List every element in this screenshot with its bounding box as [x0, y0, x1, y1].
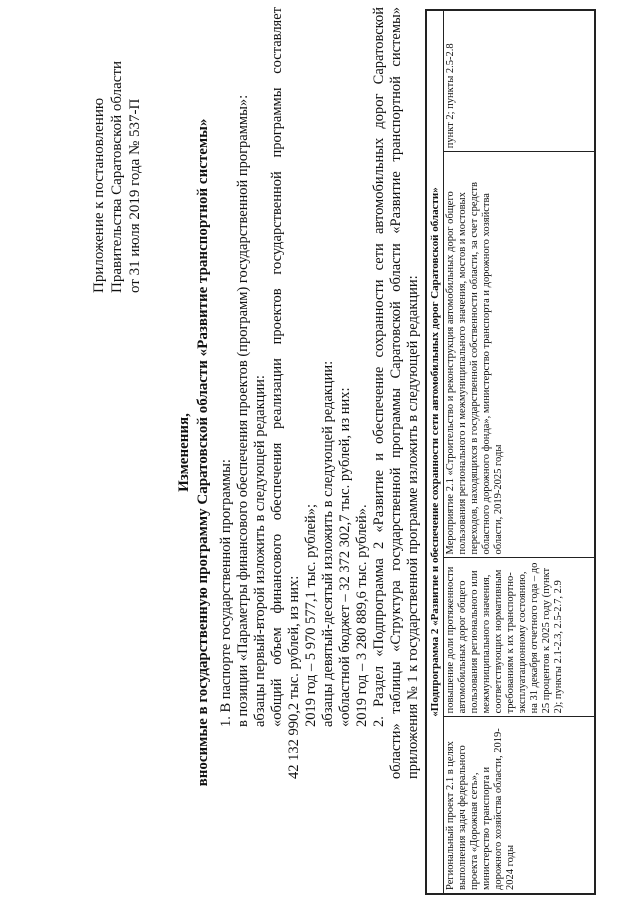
paragraph-1: 1. В паспорте государственной программы:	[218, 459, 234, 727]
title-line-1: Изменения,	[176, 413, 192, 492]
attachment-line-1: Приложение к постановлению	[91, 97, 107, 293]
paragraph-5: 2019 год – 5 970 577,1 тыс. рублей»;	[303, 503, 319, 727]
paragraph-7: «областной бюджет – 32 372 302,7 тыс. рублей, из них:	[337, 387, 353, 727]
cell-regional-project: Региональный проект 2.1 в целях выполнения задач федерального проекта «Дорожная сеть», министерство транспорта и дорожного хозяйства области, 2019-2024 годы	[444, 717, 595, 894]
paragraph-9c: приложения № 1 к государственной программе изложить в следующей редакции:	[405, 275, 421, 779]
document-body	[218, 7, 422, 779]
paragraph-4b: 42 132 990,2 тыс. рублей, из них:	[286, 575, 302, 779]
paragraph-8: 2019 год – 3 280 889,6 тыс. рублей».	[354, 504, 370, 727]
paragraph-6: абзацы девятый-десятый изложить в следующей редакции:	[320, 360, 336, 727]
paragraph-3: абзацы первый-второй изложить в следующей редакции:	[252, 375, 268, 727]
cell-indicator: повышение доли протяженности автомобильных дорог общего пользования регионального или межмуниципального значения, соответствующих нормативным требованиям к их транспортно-эксплуатационному состоянию, на 31 декабря отчетного года – до 25 процентов к 2025 году (пункт 2); пункты 2.1-2.3, 2.5-2.7, 2.9	[444, 558, 595, 717]
paragraph-9a: 2. Раздел «Подпрограмма 2 «Развитие и обеспечение сохранности сети автомобильных дорог Саратовской	[371, 7, 387, 727]
document-title	[175, 0, 213, 905]
attachment-line-2: Правительства Саратовской области	[109, 60, 125, 293]
subprogram-table	[426, 10, 595, 894]
paragraph-9b: области» таблицы «Структура государственной программы Саратовской области «Развитие транспортной системы»	[388, 7, 404, 779]
paragraph-4a: «общий объем финансового обеспечения реализации проектов государственной программы составляет	[269, 7, 285, 727]
section-header: «Подпрограмма 2 «Развитие и обеспечение сохранности сети автомобильных дорог Саратовской области»	[427, 11, 444, 894]
table-row	[444, 11, 595, 894]
attachment-block	[90, 23, 144, 293]
paragraph-2: в позиции «Параметры финансового обеспечения проектов (программ) государственной программы»:	[235, 94, 251, 727]
structure-table	[425, 9, 596, 895]
cell-measure: Мероприятие 2.1 «Строительство и реконструкция автомобильных дорог общего пользования регионального и межмуниципального значения, мостов и мостовых переходов, находящихся в государственной собственности области, за счет средств областного дорожного фонда», министерство транспорта и дорожного хозяйства области, 2019-2025 годы	[444, 152, 595, 558]
cell-points: пункт 2; пункты 2.5-2.8	[444, 11, 595, 152]
attachment-line-3: от 31 июля 2019 года № 537-П	[127, 98, 143, 293]
title-line-2: вносимые в государственную программу Саратовской области «Развитие транспортной системы»	[195, 118, 211, 787]
